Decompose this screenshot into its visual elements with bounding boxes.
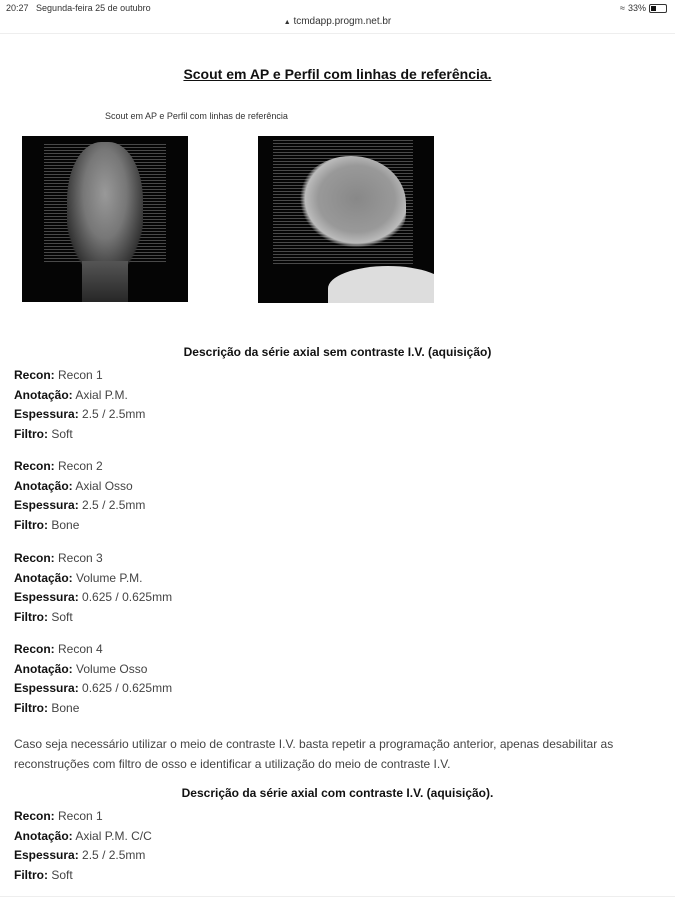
url-text: tcmdapp.progm.net.br (293, 16, 392, 27)
wifi-icon: ≈ (620, 3, 625, 13)
field-espessura (14, 405, 145, 425)
field-label: Anotação: (14, 387, 73, 402)
status-date: Segunda-feira 25 de outubro (36, 3, 151, 13)
field-anotacao (14, 660, 172, 680)
status-bar-right (620, 3, 667, 13)
address-bar[interactable] (0, 16, 675, 27)
battery-icon (649, 4, 667, 13)
battery-percent: 33% (627, 3, 646, 13)
status-bar-left (6, 3, 151, 13)
field-label: Recon: (14, 642, 55, 656)
field-label: Espessura: (14, 407, 79, 421)
image-caption: Scout em AP e Perfil com linhas de referência (105, 111, 288, 121)
recon-record (14, 549, 172, 627)
field-value: Axial Osso (75, 478, 133, 493)
section-heading-com-contraste: Descrição da série axial com contraste I.V. (aquisição). (181, 786, 494, 800)
field-value: Axial P.M. C/C (75, 828, 152, 843)
field-value: Volume P.M. (76, 570, 143, 585)
scout-ap-image (22, 136, 188, 302)
field-value: Volume Osso (76, 661, 148, 676)
field-value: 2.5 / 2.5mm (82, 848, 146, 862)
field-label: Anotação: (14, 570, 73, 585)
field-label: Espessura: (14, 681, 79, 695)
status-time: 20:27 (6, 3, 29, 13)
field-anotacao (14, 569, 172, 589)
field-label: Recon: (14, 459, 55, 473)
field-espessura (14, 496, 145, 516)
field-value: Bone (51, 700, 80, 715)
field-value: 2.5 / 2.5mm (82, 407, 146, 421)
field-value: Recon 3 (58, 551, 103, 565)
field-label: Filtro: (14, 867, 48, 882)
field-recon (14, 807, 152, 827)
field-label: Recon: (14, 809, 55, 823)
recon-record (14, 366, 145, 444)
field-value: Recon 2 (58, 459, 103, 473)
field-value: Soft (51, 867, 73, 882)
field-value: 2.5 / 2.5mm (82, 498, 146, 512)
scout-lateral-image (258, 136, 434, 303)
recon-record (14, 457, 145, 535)
field-value: Recon 1 (58, 368, 103, 382)
recon-record (14, 640, 172, 718)
field-value: Soft (51, 609, 73, 624)
recon-record (14, 807, 152, 885)
field-label: Filtro: (14, 700, 48, 715)
contrast-note: Caso seja necessário utilizar o meio de contraste I.V. basta repetir a programação anterior, apenas desabilitar as reconstruções com filtro de osso e identificar a utilização do meio de contraste I.V. (14, 737, 614, 771)
field-value: 0.625 / 0.625mm (82, 590, 173, 604)
field-value: Recon 1 (58, 809, 103, 823)
field-value: 0.625 / 0.625mm (82, 681, 173, 695)
field-recon (14, 366, 145, 386)
field-espessura (14, 679, 172, 699)
field-value: Soft (51, 426, 73, 441)
field-anotacao (14, 827, 152, 847)
field-label: Espessura: (14, 590, 79, 604)
field-espessura (14, 846, 152, 866)
divider (0, 33, 675, 34)
field-anotacao (14, 386, 145, 406)
field-value: Recon 4 (58, 642, 103, 656)
divider (0, 896, 675, 897)
field-recon (14, 549, 172, 569)
field-label: Espessura: (14, 498, 79, 512)
field-recon (14, 640, 172, 660)
field-label: Filtro: (14, 609, 48, 624)
field-filtro (14, 866, 152, 886)
section-heading-sem-contraste: Descrição da série axial sem contraste I.V. (aquisição) (183, 345, 492, 359)
field-label: Espessura: (14, 848, 79, 862)
field-value: Axial P.M. (75, 387, 128, 402)
field-filtro (14, 699, 172, 719)
field-label: Recon: (14, 551, 55, 565)
field-anotacao (14, 477, 145, 497)
page-title: Scout em AP e Perfil com linhas de referência. (183, 66, 492, 82)
field-espessura (14, 588, 172, 608)
field-filtro (14, 608, 172, 628)
field-filtro (14, 516, 145, 536)
field-label: Anotação: (14, 478, 73, 493)
field-label: Recon: (14, 368, 55, 382)
field-recon (14, 457, 145, 477)
lock-icon: ▲ (283, 19, 291, 26)
field-label: Filtro: (14, 426, 48, 441)
field-filtro (14, 425, 145, 445)
field-value: Bone (51, 517, 80, 532)
field-label: Anotação: (14, 828, 73, 843)
field-label: Filtro: (14, 517, 48, 532)
field-label: Anotação: (14, 661, 73, 676)
